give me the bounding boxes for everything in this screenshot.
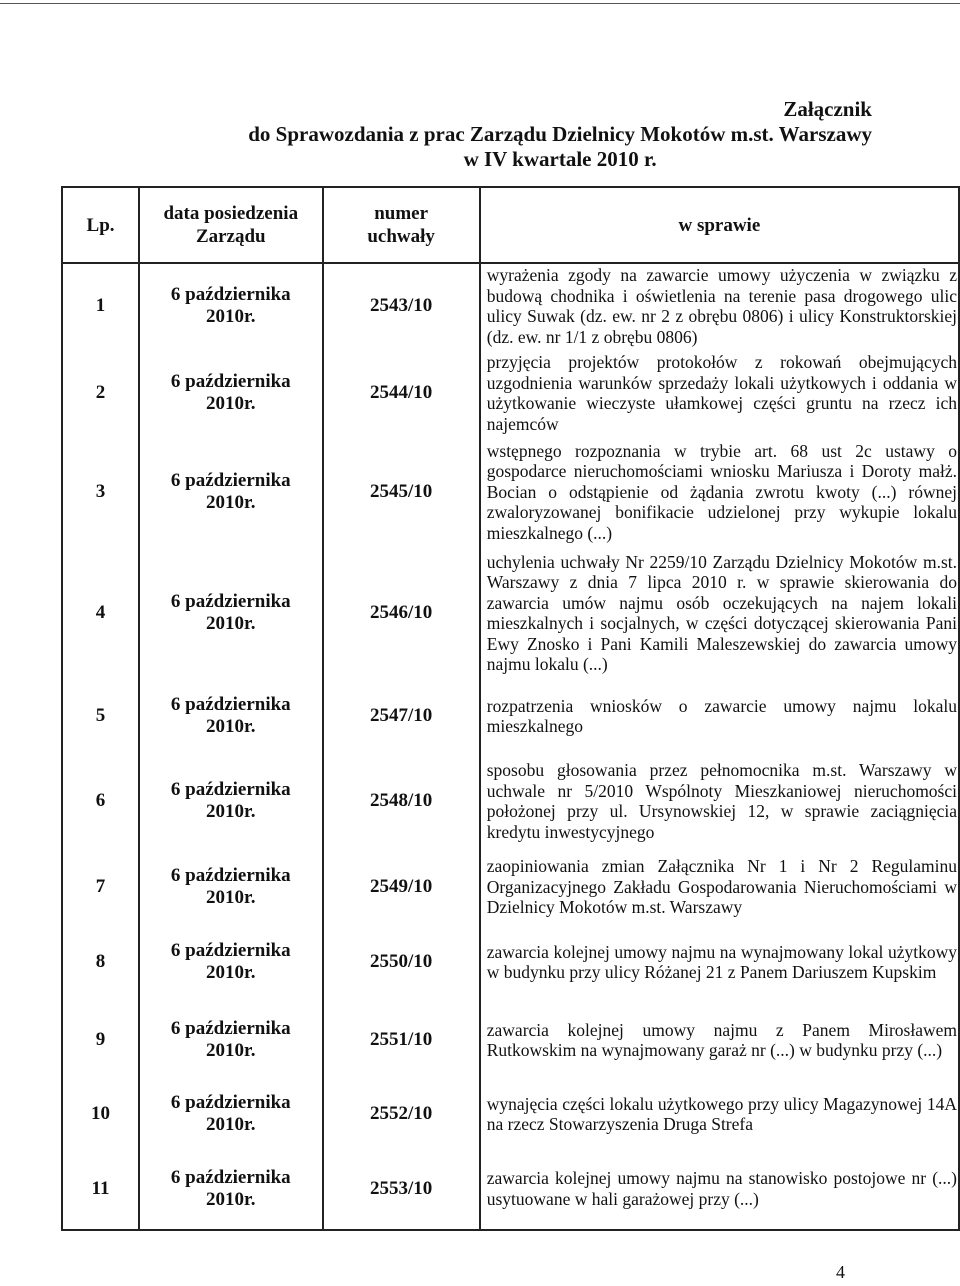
table-row <box>62 263 959 348</box>
resolution-subject: zawarcia kolejnej umowy najmu na wynajmowany lokal użytkowy w budynku przy ulicy Różanej 21 z Panem Dariuszem Kupskim <box>480 924 959 1000</box>
meeting-date: 6 października 2010r. <box>139 752 322 850</box>
table-row <box>62 1148 959 1230</box>
header-title: Załącznik <box>783 97 872 121</box>
resolution-number: 2548/10 <box>323 752 480 850</box>
col-header-number: numer uchwały <box>323 187 480 263</box>
resolution-number: 2545/10 <box>323 438 480 546</box>
row-number: 2 <box>62 348 139 438</box>
meeting-date: 6 października 2010r. <box>139 1000 322 1080</box>
row-number: 4 <box>62 546 139 680</box>
col-header-lp: Lp. <box>62 187 139 263</box>
resolution-number: 2547/10 <box>323 680 480 752</box>
row-number: 7 <box>62 850 139 924</box>
page-number: 4 <box>836 1262 845 1282</box>
table-row <box>62 546 959 680</box>
resolution-subject: wynajęcia części lokalu użytkowego przy ulicy Magazynowej 14A na rzecz Stowarzyszenia Druga Strefa <box>480 1080 959 1148</box>
col-header-date: data posiedzenia Zarządu <box>139 187 322 263</box>
table-row <box>62 924 959 1000</box>
resolution-subject: zawarcia kolejnej umowy najmu na stanowisko postojowe nr (...) usytuowane w hali garażowej przy (...) <box>480 1148 959 1230</box>
meeting-date: 6 października 2010r. <box>139 546 322 680</box>
document-header <box>248 97 872 172</box>
col-header-subject: w sprawie <box>480 187 959 263</box>
resolution-number: 2544/10 <box>323 348 480 438</box>
resolution-number: 2551/10 <box>323 1000 480 1080</box>
resolution-number: 2546/10 <box>323 546 480 680</box>
table-row <box>62 680 959 752</box>
resolution-number: 2550/10 <box>323 924 480 1000</box>
meeting-date: 6 października 2010r. <box>139 1080 322 1148</box>
row-number: 8 <box>62 924 139 1000</box>
resolution-subject: przyjęcia projektów protokołów z rokowań obejmujących uzgodnienia warunków sprzedaży lokali użytkowych i oddania w użytkowanie wieczyste ułamkowej części gruntu na rzecz ich najemców <box>480 348 959 438</box>
row-number: 10 <box>62 1080 139 1148</box>
meeting-date: 6 października 2010r. <box>139 924 322 1000</box>
header-period: w IV kwartale 2010 r. <box>463 147 657 171</box>
meeting-date: 6 października 2010r. <box>139 850 322 924</box>
table-row <box>62 348 959 438</box>
resolution-subject: zaopiniowania zmian Załącznika Nr 1 i Nr 2 Regulaminu Organizacyjnego Zakładu Gospodarowania Nieruchomościami w Dzielnicy Mokotów m.st. Warszawy <box>480 850 959 924</box>
resolution-subject: rozpatrzenia wniosków o zawarcie umowy najmu lokalu mieszkalnego <box>480 680 959 752</box>
meeting-date: 6 października 2010r. <box>139 263 322 348</box>
table-header-row <box>62 187 959 263</box>
row-number: 3 <box>62 438 139 546</box>
resolutions-table <box>61 186 960 1231</box>
table-row <box>62 1080 959 1148</box>
meeting-date: 6 października 2010r. <box>139 348 322 438</box>
resolution-number: 2552/10 <box>323 1080 480 1148</box>
resolution-number: 2543/10 <box>323 263 480 348</box>
row-number: 11 <box>62 1148 139 1230</box>
row-number: 6 <box>62 752 139 850</box>
table-row <box>62 850 959 924</box>
meeting-date: 6 października 2010r. <box>139 438 322 546</box>
resolution-subject: sposobu głosowania przez pełnomocnika m.st. Warszawy w uchwale nr 5/2010 Wspólnoty Mieszkaniowej nieruchomości położonej przy ul. Ursynowskiej 12, w sprawie zaciągnięcia kredytu inwestycyjnego <box>480 752 959 850</box>
row-number: 1 <box>62 263 139 348</box>
table-row <box>62 438 959 546</box>
resolution-number: 2553/10 <box>323 1148 480 1230</box>
meeting-date: 6 października 2010r. <box>139 1148 322 1230</box>
resolution-subject: uchylenia uchwały Nr 2259/10 Zarządu Dzielnicy Mokotów m.st. Warszawy z dnia 7 lipca 2010 r. w sprawie skierowania do zawarcia umów najmu osób oczekujących na najem lokali mieszkalnych i socjalnych, w części dotyczącej skierowania Pani Ewy Znosko i Pani Kamili Maleszewskiej do zawarcia umowy najmu lokalu (...) <box>480 546 959 680</box>
row-number: 5 <box>62 680 139 752</box>
meeting-date: 6 października 2010r. <box>139 680 322 752</box>
table-row <box>62 752 959 850</box>
resolution-subject: zawarcia kolejnej umowy najmu z Panem Mirosławem Rutkowskim na wynajmowany garaż nr (...) w budynku przy (...) <box>480 1000 959 1080</box>
header-subtitle: do Sprawozdania z prac Zarządu Dzielnicy Mokotów m.st. Warszawy <box>248 122 872 146</box>
resolution-subject: wstępnego rozpoznania w trybie art. 68 ust 2c ustawy o gospodarce nieruchomościami wniosku Mariusza i Doroty małż. Bocian o odstąpienie od żądania zwrotu kwoty (...) równej zwaloryzowanej bonifikacie udzielonej przy wykupie lokalu mieszkalnego (...) <box>480 438 959 546</box>
top-rule <box>0 3 960 4</box>
resolution-number: 2549/10 <box>323 850 480 924</box>
resolution-subject: wyrażenia zgody na zawarcie umowy użyczenia w związku z budową chodnika i oświetlenia na terenie pasa drogowego ulic ulicy Suwak (dz. ew. nr 2 z obrębu 0806) i ulicy Konstruktorskiej (dz. ew. nr 1/1 z obrębu 0806) <box>480 263 959 348</box>
table-row <box>62 1000 959 1080</box>
row-number: 9 <box>62 1000 139 1080</box>
